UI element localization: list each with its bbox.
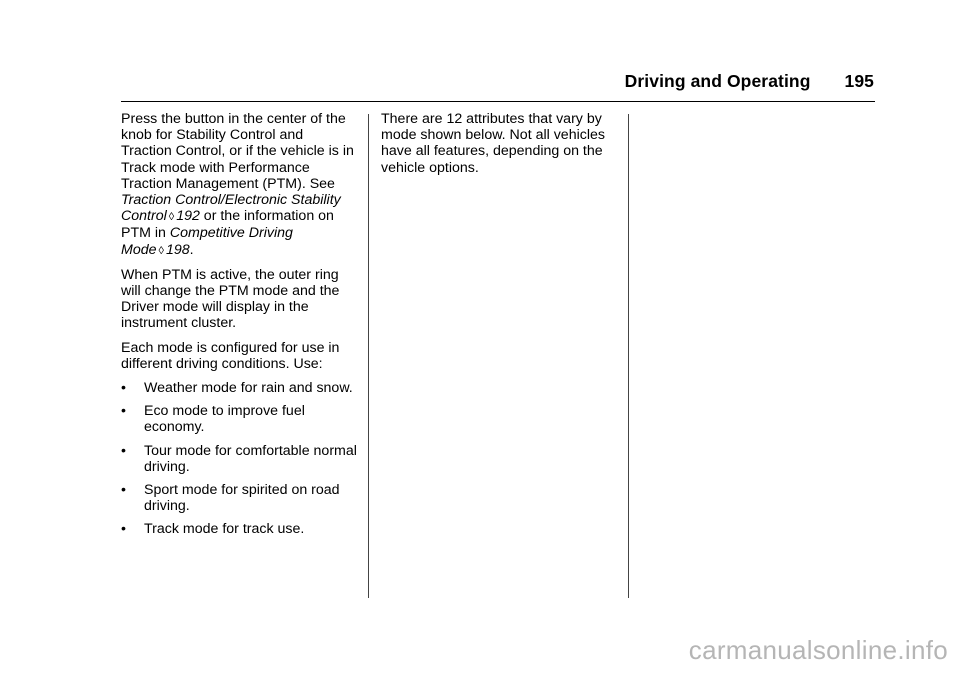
page-ref-198[interactable]: 198 [165, 241, 190, 258]
bullet-text: Eco mode to improve fuel economy. [144, 403, 305, 436]
bullet-text: Weather mode for rain and snow. [144, 380, 353, 397]
middle-column [381, 111, 619, 184]
link-competitive-driving-mode[interactable]: Competitive Driving Mode [121, 225, 293, 258]
column-divider [628, 114, 629, 598]
attributes-paragraph: There are 12 attributes that vary by mode shown below. Not all vehicles have all features, depending on the vehicle options. [381, 111, 605, 176]
header-rule [121, 101, 875, 102]
list-item [121, 521, 357, 537]
column-divider [368, 114, 369, 598]
bullet-icon: • [121, 403, 126, 420]
page-ref-192[interactable]: 192 [176, 208, 200, 225]
list-item [121, 482, 357, 514]
bullet-icon: • [121, 521, 126, 538]
intro-paragraph [121, 111, 357, 259]
link-traction-control[interactable]: Traction Control/Electronic Stability Control [121, 192, 341, 225]
list-item [121, 403, 357, 435]
modes-paragraph: Each mode is configured for use in different driving conditions. Use: [121, 339, 340, 372]
intro-mid-text: or the information on PTM in [121, 208, 334, 242]
bullet-icon: • [121, 380, 126, 397]
page-ref-arrow-icon: ◊ [158, 244, 164, 257]
section-title: Driving and Operating [624, 71, 811, 91]
bullet-text: Sport mode for spirited on road driving. [144, 482, 340, 515]
page-header [625, 71, 874, 92]
list-item [121, 380, 357, 396]
bullet-text: Track mode for track use. [144, 521, 305, 538]
ptm-paragraph: When PTM is active, the outer ring will change the PTM mode and the Driver mode will display in the instrument cluster. [121, 266, 340, 332]
list-item [121, 443, 357, 475]
intro-text: Press the button in the center of the knob for Stability Control and Traction Control, or if the vehicle is in Track mode with Performance Traction Management (PTM). See [121, 111, 354, 192]
page-ref-arrow-icon: ◊ [168, 211, 175, 224]
intro-end-text: . [189, 241, 194, 258]
bullet-icon: • [121, 442, 126, 459]
bullet-text: Tour mode for comfortable normal driving. [144, 442, 357, 475]
left-column [121, 111, 357, 545]
watermark: carmanualsonline.info [688, 635, 948, 665]
page-number: 195 [844, 71, 874, 91]
bullet-icon: • [121, 482, 126, 499]
